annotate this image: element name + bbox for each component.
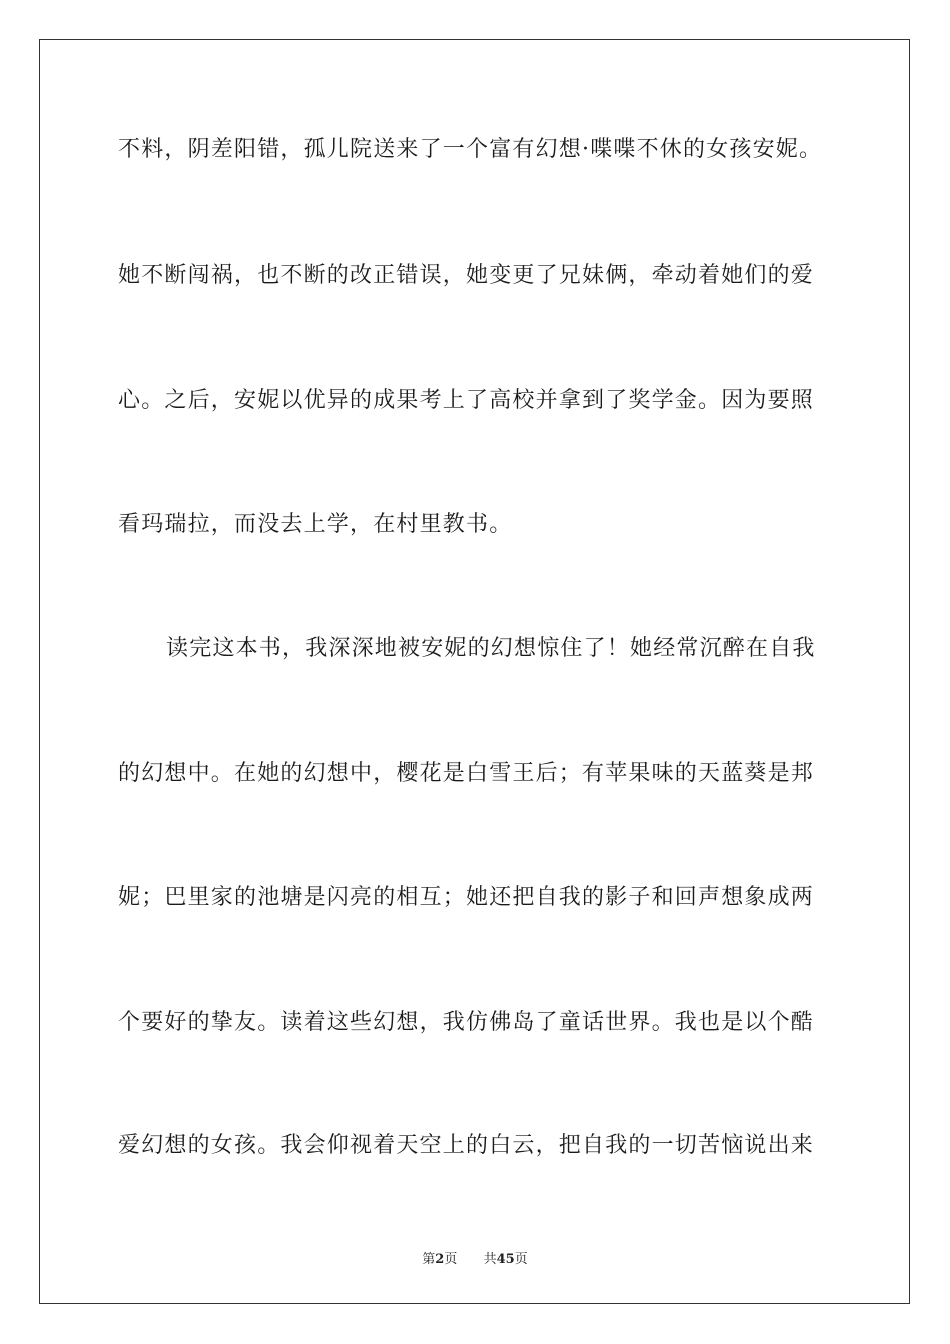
text-line-9: 爱幻想的女孩。我会仰视着天空上的白云，把自我的一切苦恼说出来 xyxy=(118,1133,815,1158)
footer-page-suffix: 页 xyxy=(444,1252,458,1267)
footer-page-prefix: 第 xyxy=(422,1252,436,1267)
text-line-8: 个要好的挚友。读着这些幻想，我仿佛岛了童话世界。我也是以个酷 xyxy=(118,1010,815,1035)
text-line-6: 的幻想中。在她的幻想中，樱花是白雪王后；有苹果味的天蓝葵是邦 xyxy=(118,761,815,786)
footer-total-prefix: 共 xyxy=(483,1252,497,1267)
footer-total-pages: 45 xyxy=(496,1252,515,1267)
text-line-5-paragraph-start: 读完这本书，我深深地被安妮的幻想惊住了！她经常沉醉在自我 xyxy=(166,636,816,661)
text-line-3: 心。之后，安妮以优异的成果考上了高校并拿到了奖学金。因为要照 xyxy=(118,388,815,413)
text-line-1: 不料，阴差阳错，孤儿院送来了一个富有幻想·喋喋不休的女孩安妮。 xyxy=(118,137,823,162)
page-footer xyxy=(0,1248,950,1267)
text-line-2: 她不断闯祸，也不断的改正错误，她变更了兄妹俩，牵动着她们的爱 xyxy=(118,263,815,288)
text-line-4: 看玛瑞拉，而没去上学，在村里教书。 xyxy=(118,512,513,537)
footer-total-suffix: 页 xyxy=(514,1252,528,1267)
text-line-7: 妮；巴里家的池塘是闪亮的相互；她还把自我的影子和回声想象成两 xyxy=(118,885,815,910)
footer-current-page: 2 xyxy=(435,1252,445,1267)
page-border xyxy=(39,39,910,1304)
